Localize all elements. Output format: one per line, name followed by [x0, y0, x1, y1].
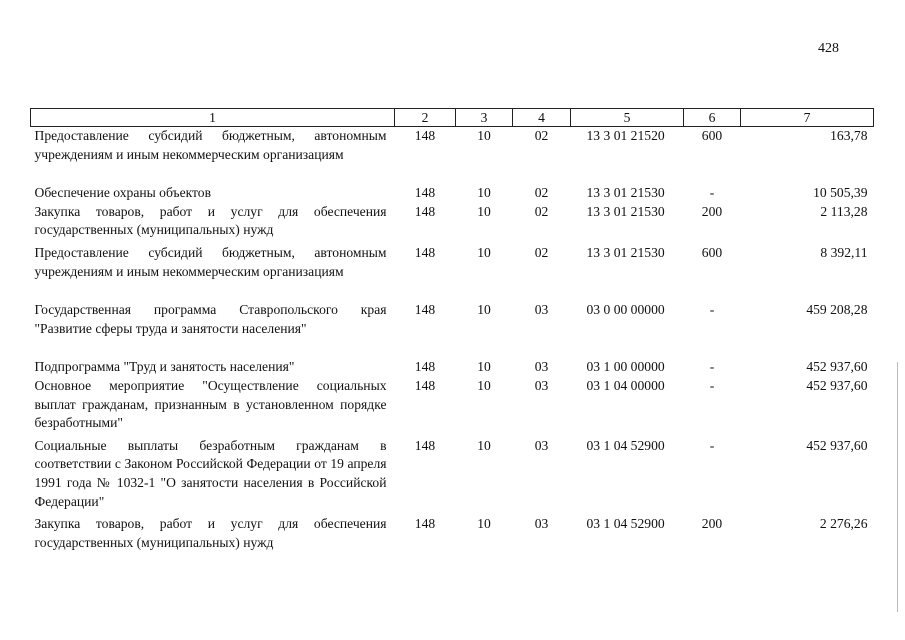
table-row: [31, 377, 874, 437]
row-section: 10: [477, 377, 491, 393]
row-amount: 10 505,39: [813, 185, 868, 201]
row-subsection: 02: [534, 244, 549, 260]
scan-edge-line: [897, 362, 898, 612]
table-row: [31, 437, 874, 515]
page-number: 428: [818, 41, 839, 56]
row-section: 10: [477, 203, 491, 219]
budget-table-container: [30, 108, 873, 552]
row-target-article: 03 1 04 52900: [586, 437, 665, 453]
row-amount: 8 392,11: [820, 244, 868, 260]
row-subsection: 03: [534, 516, 549, 532]
row-amount: 452 937,60: [806, 377, 868, 393]
row-target-article: 13 3 01 21530: [586, 203, 665, 219]
row-target-article: 03 0 00 00000: [586, 302, 665, 318]
row-amount: 452 937,60: [806, 437, 868, 453]
row-ministry-code: 148: [414, 377, 436, 393]
row-section: 10: [477, 244, 491, 260]
budget-table: [30, 108, 874, 552]
row-ministry-code: 148: [414, 203, 436, 219]
row-subsection: 03: [534, 359, 549, 375]
row-target-article: 03 1 04 52900: [586, 516, 665, 532]
row-target-article: 13 3 01 21530: [586, 185, 665, 201]
row-amount: 163,78: [830, 128, 868, 143]
row-ministry-code: 148: [414, 244, 436, 260]
row-amount: 452 937,60: [806, 359, 868, 375]
column-header-4: 4: [513, 109, 571, 127]
column-header-1: 1: [31, 109, 395, 127]
row-expense-type: 200: [701, 203, 723, 219]
row-expense-type: -: [709, 437, 715, 453]
table-row: [31, 203, 874, 244]
row-subsection: 03: [534, 437, 549, 453]
row-target-article: 03 1 04 00000: [586, 377, 665, 393]
row-subsection: 03: [534, 302, 549, 318]
row-name: Предоставление субсидий бюджетным, автономным учреждениям и иным некоммерческим организациям: [34, 244, 387, 279]
row-ministry-code: 148: [414, 359, 436, 375]
row-name: Основное мероприятие "Осуществление социальных выплат гражданам, признанным в установленном порядке безработными": [34, 377, 387, 431]
row-name: Обеспечение охраны объектов: [34, 185, 212, 201]
row-subsection: 03: [534, 377, 549, 393]
row-expense-type: 600: [701, 244, 723, 260]
row-ministry-code: 148: [414, 302, 436, 318]
row-target-article: 03 1 00 00000: [586, 359, 665, 375]
row-expense-type: -: [709, 302, 715, 318]
table-row: [31, 127, 874, 185]
row-section: 10: [477, 437, 491, 453]
row-section: 10: [477, 359, 491, 375]
row-section: 10: [477, 128, 491, 143]
row-name: Подпрограмма "Труд и занятость населения": [34, 359, 295, 375]
table-row: [31, 515, 874, 552]
row-target-article: 13 3 01 21530: [586, 244, 665, 260]
column-header-3: 3: [456, 109, 513, 127]
row-name: Закупка товаров, работ и услуг для обеспечения государственных (муниципальных) нужд: [34, 516, 387, 550]
row-section: 10: [477, 516, 491, 532]
row-ministry-code: 148: [414, 516, 436, 532]
row-subsection: 02: [534, 128, 549, 143]
column-header-2: 2: [395, 109, 456, 127]
row-ministry-code: 148: [414, 185, 436, 201]
table-header-row: [31, 109, 874, 127]
row-expense-type: 200: [701, 516, 723, 532]
column-header-5: 5: [571, 109, 684, 127]
row-section: 10: [477, 302, 491, 318]
table-row: [31, 184, 874, 203]
row-name: Социальные выплаты безработным гражданам в соответствии с Законом Российской Федерации от 19 апреля 1991 года № 1032-1 "О занятости населения в Российской Федерации": [34, 437, 387, 509]
row-expense-type: -: [709, 185, 715, 201]
row-name: Предоставление субсидий бюджетным, автономным учреждениям и иным некоммерческим организациям: [34, 128, 387, 162]
row-target-article: 13 3 01 21520: [586, 128, 665, 143]
row-subsection: 02: [534, 203, 549, 219]
row-expense-type: 600: [701, 128, 723, 143]
column-header-6: 6: [684, 109, 741, 127]
row-expense-type: -: [709, 377, 715, 393]
row-expense-type: -: [709, 359, 715, 375]
row-section: 10: [477, 185, 491, 201]
row-ministry-code: 148: [414, 128, 436, 143]
row-ministry-code: 148: [414, 437, 436, 453]
row-name: Государственная программа Ставропольского края "Развитие сферы труда и занятости населения": [34, 302, 387, 336]
table-row: [31, 244, 874, 301]
row-subsection: 02: [534, 185, 549, 201]
row-amount: 2 276,26: [819, 516, 868, 532]
row-amount: 2 113,28: [820, 203, 868, 219]
column-header-7: 7: [741, 109, 874, 127]
row-amount: 459 208,28: [806, 302, 868, 318]
table-row: [31, 358, 874, 377]
table-row: [31, 301, 874, 358]
row-name: Закупка товаров, работ и услуг для обеспечения государственных (муниципальных) нужд: [34, 203, 387, 238]
